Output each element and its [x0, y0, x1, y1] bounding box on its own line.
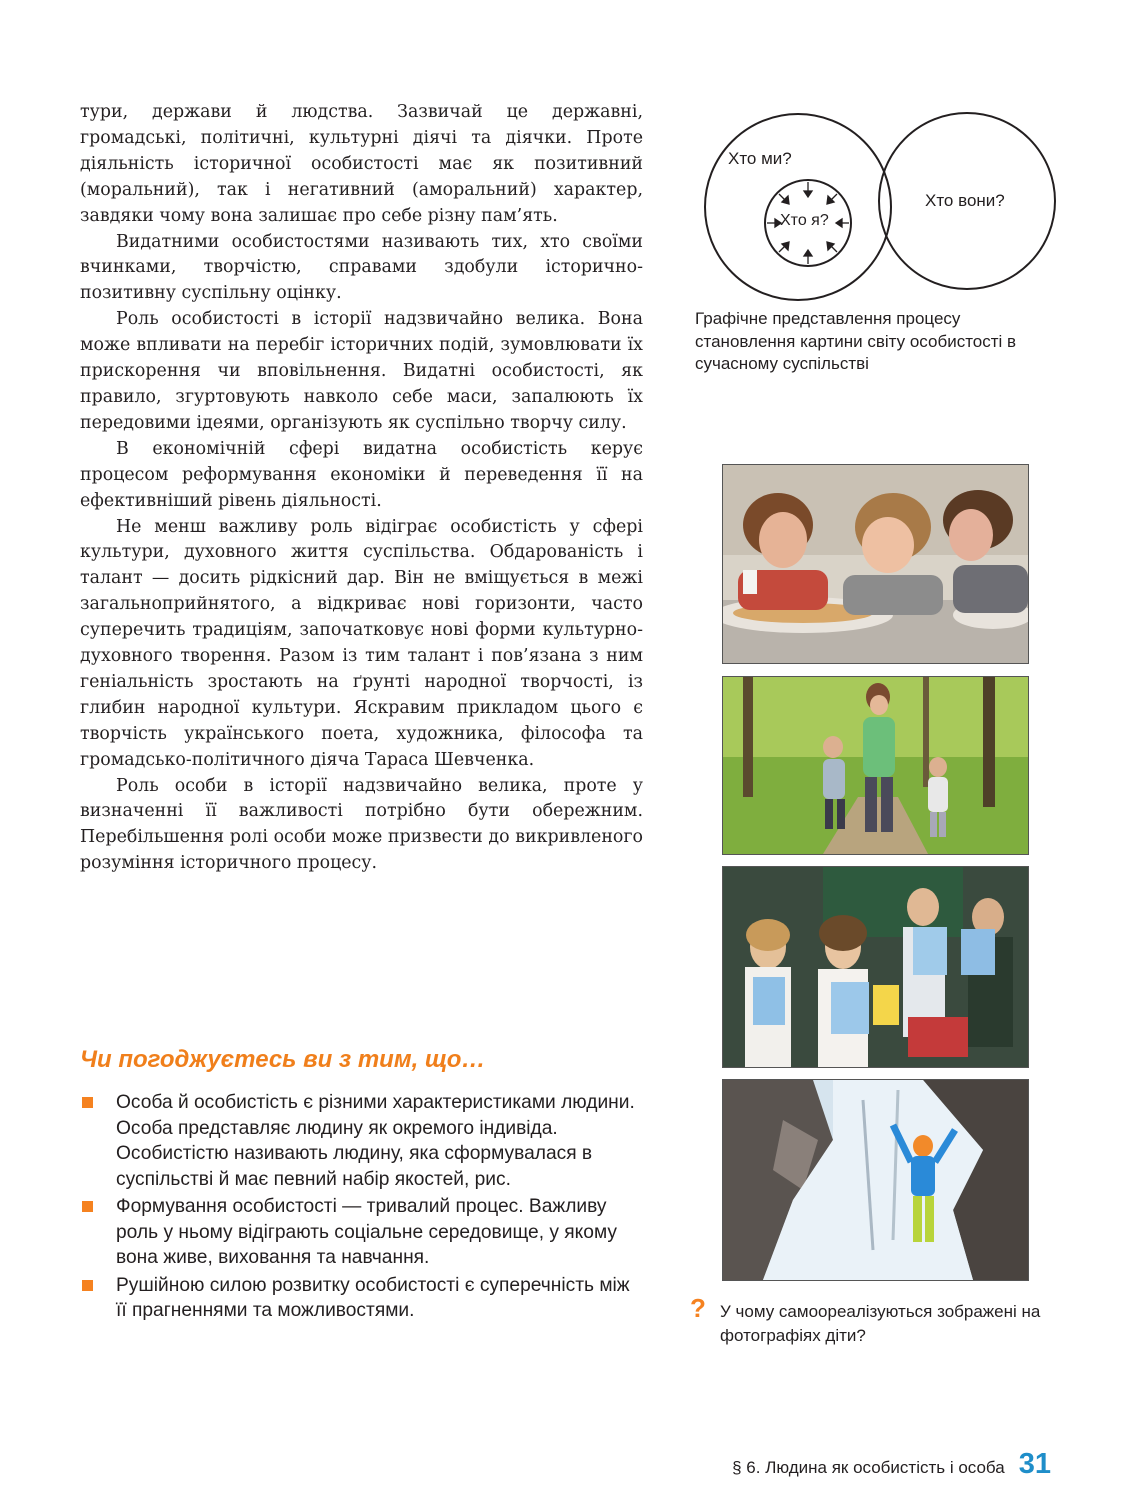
section-heading: Чи погоджуєтесь ви з тим, що…: [80, 1046, 486, 1073]
photo-2-illustration: [723, 677, 1028, 854]
bullet-square-icon: [82, 1097, 93, 1108]
paragraph-5: Не менш важливу роль відіграє особистість у сфері культури, духовного життя суспільства. Обдарованість і талант — досить рідкісний дар. Він не вміщується в межі загальноприйнятого, а відкриває нові горизонти, часто суперечить традиціям, започатковує нові форми культурно-духовного творення. Разом із тим талант і пов’язана з ним геніальність зростають на ґрунті народної творчості, із глибин народної культури. Яскравим прикладом цього є творчість українського поета, художника, філософа та громадсько-політичного діяча Тараса Шевченка.: [80, 516, 643, 770]
bullet-text: Формування особистості — тривалий процес. Важливу роль у ньому відіграють соціальне середовище, у якому вона живе, виховання та навчання.: [116, 1196, 617, 1268]
bullet-square-icon: [82, 1201, 93, 1212]
question-text: У чому самоореалізуються зображені на фотографіях діти?: [720, 1302, 1041, 1345]
diagram-caption: Графічне представлення процесу становлення картини світу особистості в сучасному суспільстві: [695, 309, 1017, 373]
label-who-we: Хто ми?: [728, 149, 792, 168]
page-number: 31: [1018, 1448, 1051, 1480]
main-text: [80, 100, 643, 877]
bullet-list: [80, 1090, 645, 1326]
page-footer: [732, 1448, 1051, 1488]
girls-laughing-photo: [722, 464, 1029, 664]
bullet-square-icon: [82, 1280, 93, 1291]
paragraph-3: Роль особистості в історії надзвичайно велика. Вона може впливати на перебіг історичних подій, зумовлювати їх прискорення чи вповільнення. Видатні особистості, як правило, згуртовують навколо себе маси, запалюють їх передовими ідеями, організують як суспільно творчу силу.: [80, 309, 643, 433]
paragraph-1: тури, держави й людства. Зазвичай це державні, громадські, політичні, культурні діячі та діячки. Проте діяльність історичної особистості має як позитивний (моральний), так і негативний (аморальний) характер, завдяки чому вона залишає про себе різну пам’ять.: [80, 102, 643, 226]
family-running-forest-photo: [722, 676, 1029, 855]
paragraph-2: Видатними особистостями називають тих, хто своїми вчинками, творчістю, справами здобули історично-позитивну суспільну оцінку.: [80, 231, 643, 304]
photo-3-illustration: [723, 867, 1028, 1067]
chapter-title: § 6. Людина як особистість і особа: [732, 1458, 1005, 1477]
bullet-item: [80, 1090, 645, 1192]
bullet-text: Особа й особистість є різними характеристиками людини. Особа представляє людину як окремого індивіда. Особистістю називають людину, яка сформувалася в суспільстві й має певний набір якостей, рис.: [116, 1092, 635, 1190]
paragraph-4: В економічній сфері видатна особистість керує процесом реформування економіки й переведення її на ефективніший рівень діяльності.: [80, 438, 643, 511]
diagram-svg: [695, 105, 1065, 305]
ice-climber-photo: [722, 1079, 1029, 1281]
bullet-text: Рушійною силою розвитку особистості є суперечність між її прагненнями та можливостями.: [116, 1274, 630, 1321]
label-who-i: Хто я?: [780, 212, 829, 229]
bullet-item: [80, 1273, 645, 1324]
question-mark-icon: ?: [690, 1293, 706, 1323]
self-world-diagram: [695, 105, 1065, 305]
label-who-they: Хто вони?: [925, 191, 1005, 210]
photo-4-illustration: [723, 1080, 1028, 1280]
we-circle: [705, 114, 891, 300]
bullet-item: [80, 1194, 645, 1271]
photo-question: [690, 1293, 1070, 1348]
photo-1-illustration: [723, 465, 1028, 663]
paragraph-6: Роль особи в історії надзвичайно велика, проте у визначенні її важливості потрібно бути обережним. Перебільшення ролі особи може призвести до викривленого розуміння історичного процесу.: [80, 775, 643, 874]
children-with-certificates-photo: [722, 866, 1029, 1068]
